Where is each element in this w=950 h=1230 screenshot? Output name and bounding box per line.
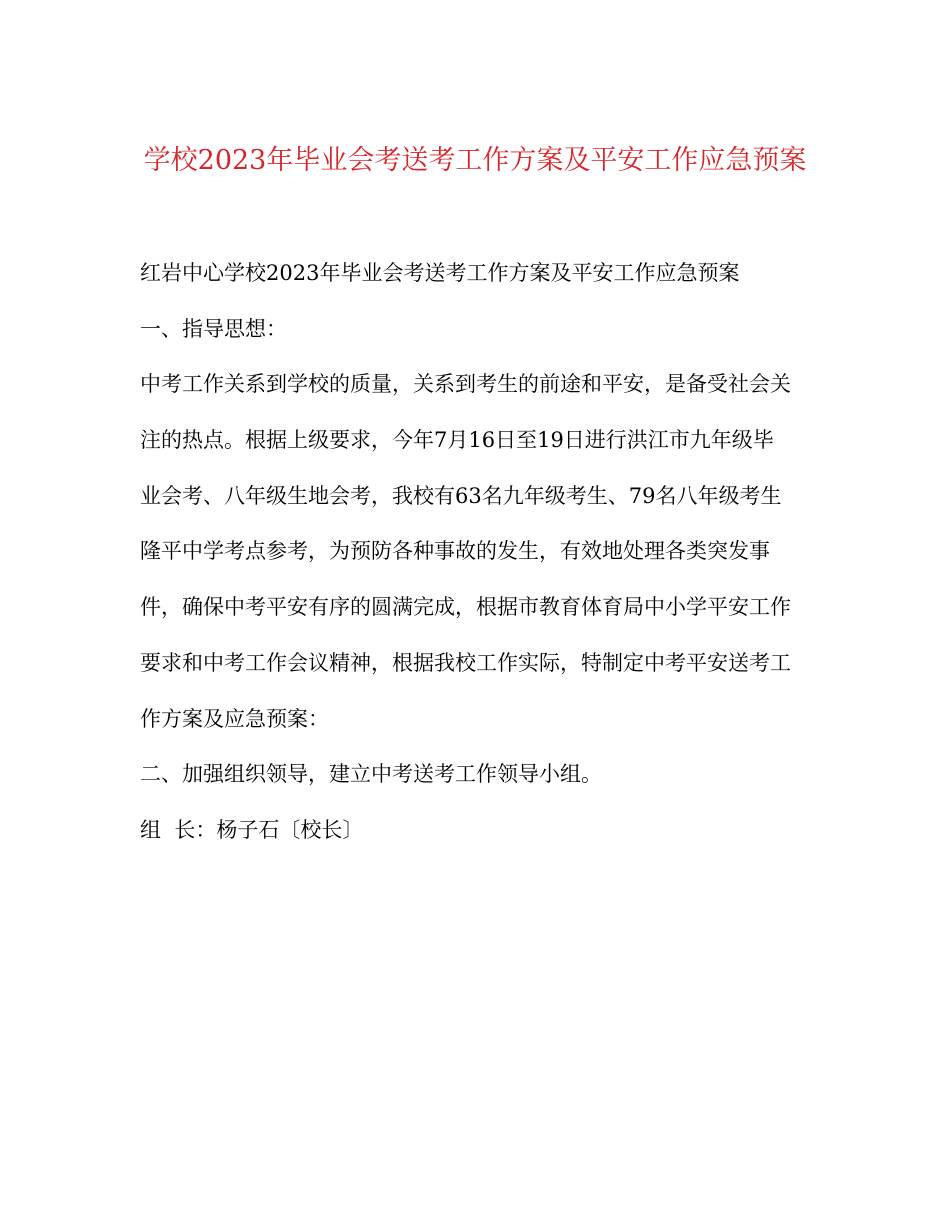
paragraph-line: 注的热点。根据上级要求，今年7月16日至19日进行洪江市九年级毕 — [140, 428, 774, 453]
body-line-heading: 红岩中心学校2023年毕业会考送考工作方案及平安工作应急预案 — [140, 261, 740, 285]
section-heading-leadership: 二、加强组织领导，建立中考送考工作领导小组。 — [140, 762, 602, 787]
document-title: 学校2023年毕业会考送考工作方案及平安工作应急预案 — [143, 145, 807, 176]
paragraph-line: 要求和中考工作会议精神，根据我校工作实际，特制定中考平安送考工 — [140, 650, 791, 675]
paragraph-line: 件，确保中考平安有序的圆满完成，根据市教育体育局中小学平安工作 — [140, 595, 791, 620]
group-leader-line: 组 长：杨子石〔校长〕 — [140, 817, 364, 842]
paragraph-line: 作方案及应急预案： — [140, 706, 329, 731]
paragraph-line: 业会考、八年级生地会考，我校有63名九年级考生、79名八年级考生 — [140, 483, 782, 508]
section-heading-guiding-thought: 一、指导思想： — [140, 316, 287, 341]
document-body — [140, 246, 820, 859]
paragraph-line: 中考工作关系到学校的质量，关系到考生的前途和平安，是备受社会关 — [140, 372, 791, 397]
paragraph-line: 隆平中学考点参考，为预防各种事故的发生，有效地处理各类突发事 — [140, 539, 770, 564]
